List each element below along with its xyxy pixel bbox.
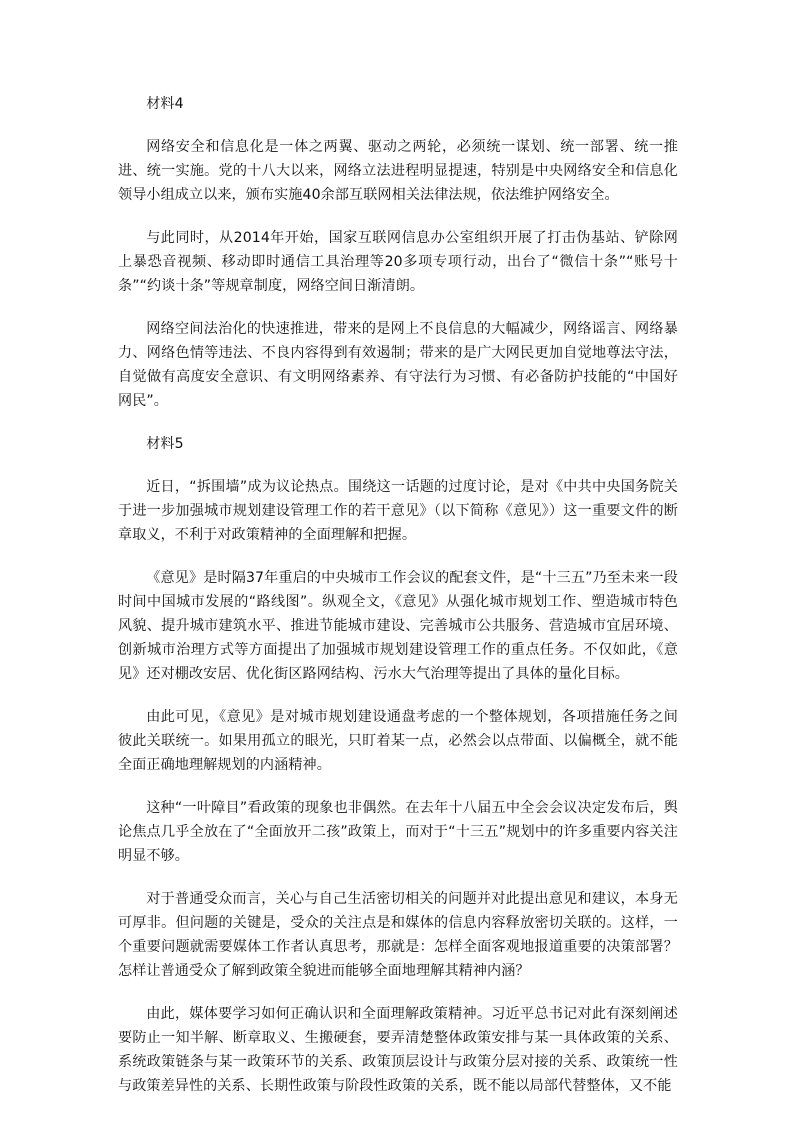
section-heading-material-5: 材料5 — [146, 436, 184, 452]
paragraph-remove-walls: 近日，“拆围墙”成为议论热点。围绕这一话题的过度讨论，是对《中共中央国务院关于进一步加强城市规划建设管理工作的若干意见》（以下简称《意见》）这一重要文件的断章取义，不利于对政策精神的全面理解和把握。 — [118, 479, 678, 543]
paragraph-audience-focus: 对于普通受众而言，关心与自己生活密切相关的问题并对此提出意见和建议，本身无可厚非。但问题的关键是，受众的关注点是和媒体的信息内容释放密切关联的。这样，一个重要问题就需要媒体工作者认真思考，那就是：怎样全面客观地报道重要的决策部署？怎样让普通受众了解到政策全貌进而能够全面地理解其精神内涵？ — [118, 891, 678, 979]
paragraph-leaf-blocks-view: 这种“一叶障目”看政策的现象也非偶然。在去年十八届五中全会会议决定发布后，舆论焦点几乎全放在了“全面放开二孩”政策上，而对于“十三五”规划中的许多重要内容关注明显不够。 — [118, 800, 678, 864]
paragraph-media-understanding: 由此，媒体要学习如何正确认识和全面理解政策精神。习近平总书记对此有深刻阐述要防止一知半解、断章取义、生搬硬套，要弄清楚整体政策安排与某一具体政策的关系、系统政策链条与某一政策环节的关系、政策顶层设计与政策分层对接的关系、政策统一性与政策差异性的关系、长期性政策与阶段性政策的关系，既不能以局部代替整体，又不能 — [118, 1006, 678, 1094]
paragraph-special-actions: 与此同时，从2014年开始，国家互联网信息办公室组织开展了打击伪基站、铲除网上暴恐音视频、移动即时通信工具治理等20多项专项行动，出台了“微信十条”“账号十条”“约谈十条”等规章制度，网络空间日渐清朗。 — [118, 230, 678, 294]
paragraph-opinions-roadmap: 《意见》是时隔37年重启的中央城市工作会议的配套文件，是“十三五”乃至未来一段时间中国城市发展的“路线图”。纵观全文，《意见》从强化城市规划工作、塑造城市特色风貌、提升城市建筑水平、推进节能城市建设、完善城市公共服务、营造城市宜居环境、创新城市治理方式等方面提出了加强城市规划建设管理工作的重点任务。不仅如此，《意见》还对棚改安居、优化街区路网结构、污水大气治理等提出了具体的量化目标。 — [118, 570, 678, 682]
document-body — [118, 92, 678, 1117]
paragraph-rule-of-law-cyberspace: 网络空间法治化的快速推进，带来的是网上不良信息的大幅减少，网络谣言、网络暴力、网络色情等违法、不良内容得到有效遏制；带来的是广大网民更加自觉地尊法守法，自觉做有高度安全意识、有文明网络素养、有守法行为习惯、有必备防护技能的“中国好网民”。 — [118, 321, 678, 409]
paragraph-overall-plan: 由此可见，《意见》是对城市规划建设通盘考虑的一个整体规划，各项措施任务之间彼此关联统一。如果用孤立的眼光，只盯着某一点，必然会以点带面、以偏概全，就不能全面正确地理解规划的内涵精神。 — [118, 709, 678, 773]
paragraph-network-security: 网络安全和信息化是一体之两翼、驱动之两轮，必须统一谋划、统一部署、统一推进、统一实施。党的十八大以来，网络立法进程明显提速，特别是中央网络安全和信息化领导小组成立以来，颁布实施40余部互联网相关法律法规，依法维护网络安全。 — [118, 139, 678, 203]
section-heading-material-4: 材料4 — [146, 96, 184, 112]
